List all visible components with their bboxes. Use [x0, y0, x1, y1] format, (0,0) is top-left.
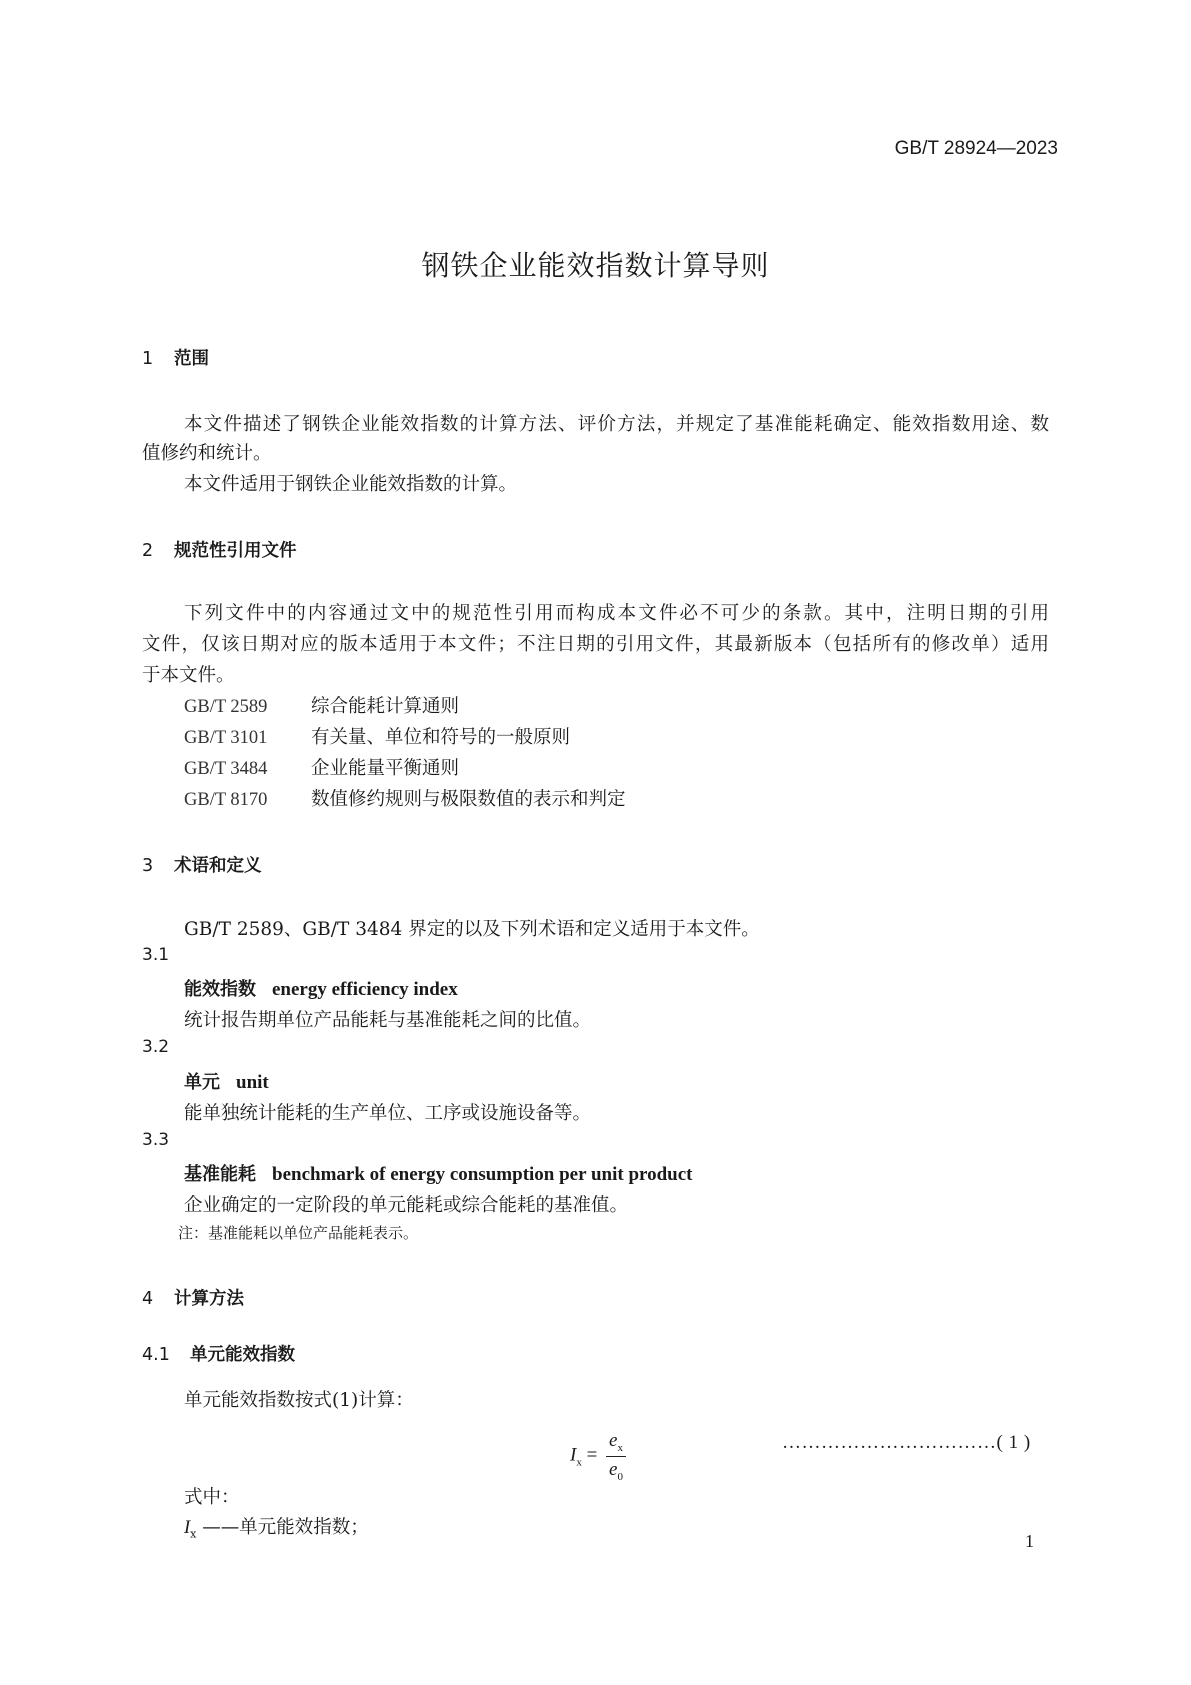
term-definition: 企业确定的一定阶段的单元能耗或综合能耗的基准值。 — [184, 1195, 629, 1216]
section-3-heading — [142, 852, 262, 877]
section-2-para-line-3: 于本文件。 — [142, 665, 235, 686]
term-definition: 统计报告期单位产品能耗与基准能耗之间的比值。 — [184, 1010, 592, 1031]
term-note: 注：基准能耗以单位产品能耗表示。 — [178, 1224, 419, 1242]
page-number: 1 — [1025, 1531, 1034, 1551]
section-number: 1 — [142, 349, 154, 369]
reference-code: GB/T 3101 — [184, 728, 268, 748]
formula-numerator: $e_x$ — [606, 1430, 626, 1457]
reference-title: 有关量、单位和符号的一般原则 — [311, 727, 571, 748]
section-3-intro: GB/T 2589、GB/T 3484 界定的以及下列术语和定义适用于本文件。 — [184, 919, 760, 940]
reference-item — [184, 692, 459, 718]
variable-sub: x — [190, 1527, 197, 1541]
section-number: 2 — [142, 541, 154, 561]
formula-label-line — [782, 1432, 1031, 1454]
document-title: 钢铁企业能效指数计算导则 — [421, 249, 770, 282]
reference-item — [184, 785, 626, 811]
reference-title: 数值修约规则与极限数值的表示和判定 — [311, 789, 626, 810]
where-label: 式中： — [184, 1487, 240, 1508]
section-1-para-2: 本文件适用于钢铁企业能效指数的计算。 — [184, 474, 518, 495]
variable-definition — [184, 1513, 369, 1541]
reference-title: 企业能量平衡通则 — [311, 758, 460, 779]
formula-fraction — [606, 1430, 626, 1483]
reference-title: 综合能耗计算通则 — [311, 696, 460, 717]
term-number: 3.3 — [142, 1130, 170, 1150]
term-definition: 能单独统计能耗的生产单位、工序或设施设备等。 — [184, 1103, 592, 1124]
formula-1 — [570, 1430, 626, 1483]
term-heading — [184, 1160, 693, 1186]
standard-code: GB/T 28924—2023 — [894, 138, 1058, 159]
reference-code: GB/T 2589 — [184, 697, 268, 717]
variable-symbol: I — [184, 1518, 191, 1538]
section-number: 3 — [142, 856, 154, 876]
term-cn: 基准能耗 — [184, 1164, 256, 1185]
section-title: 范围 — [174, 349, 209, 369]
term-heading — [184, 975, 458, 1001]
term-heading — [184, 1068, 269, 1094]
section-2-para-line-2: 文件，仅该日期对应的版本适用于本文件；不注日期的引用文件，其最新版本（包括所有的修改单）适用 — [142, 634, 1049, 655]
term-number: 3.2 — [142, 1037, 170, 1057]
subsection-title: 单元能效指数 — [190, 1345, 295, 1365]
section-1-para-1-line-1: 本文件描述了钢铁企业能效指数的计算方法、评价方法，并规定了基准能耗确定、能效指数用途、数 — [184, 414, 1049, 435]
reference-item — [184, 723, 570, 749]
section-title: 规范性引用文件 — [174, 541, 297, 561]
section-1-para-1-line-2: 值修约和统计。 — [142, 443, 272, 464]
section-number: 4 — [142, 1289, 154, 1309]
term-cn: 单元 — [184, 1072, 220, 1093]
section-2-para-line-1: 下列文件中的内容通过文中的规范性引用而构成本文件必不可少的条款。其中，注明日期的引用 — [184, 603, 1049, 624]
subsection-4-1-heading — [142, 1341, 295, 1366]
section-1-heading — [142, 345, 209, 370]
term-en: benchmark of energy consumption per unit product — [272, 1164, 693, 1185]
subsection-number: 4.1 — [142, 1345, 170, 1365]
formula-denominator: $e_0$ — [609, 1458, 623, 1483]
reference-code: GB/T 8170 — [184, 790, 268, 810]
formula-lhs-sub: x — [576, 1456, 582, 1469]
formula-intro: 单元能效指数按式(1)计算： — [184, 1390, 414, 1411]
variable-desc: 单元能效指数； — [239, 1517, 369, 1538]
formula-equals: = — [586, 1444, 598, 1466]
section-4-heading — [142, 1285, 244, 1310]
reference-code: GB/T 3484 — [184, 759, 268, 779]
term-cn: 能效指数 — [184, 979, 256, 1000]
formula-label: ( 1 ) — [996, 1432, 1031, 1453]
term-number: 3.1 — [142, 945, 170, 965]
formula-leader-dots: …………………………… — [782, 1432, 997, 1453]
section-2-heading — [142, 537, 297, 562]
section-title: 计算方法 — [174, 1289, 244, 1309]
term-en: unit — [236, 1072, 269, 1093]
section-title: 术语和定义 — [174, 856, 262, 876]
variable-dash: —— — [202, 1517, 240, 1538]
term-en: energy efficiency index — [272, 979, 458, 1000]
reference-item — [184, 754, 459, 780]
formula-lhs: I — [570, 1444, 577, 1466]
